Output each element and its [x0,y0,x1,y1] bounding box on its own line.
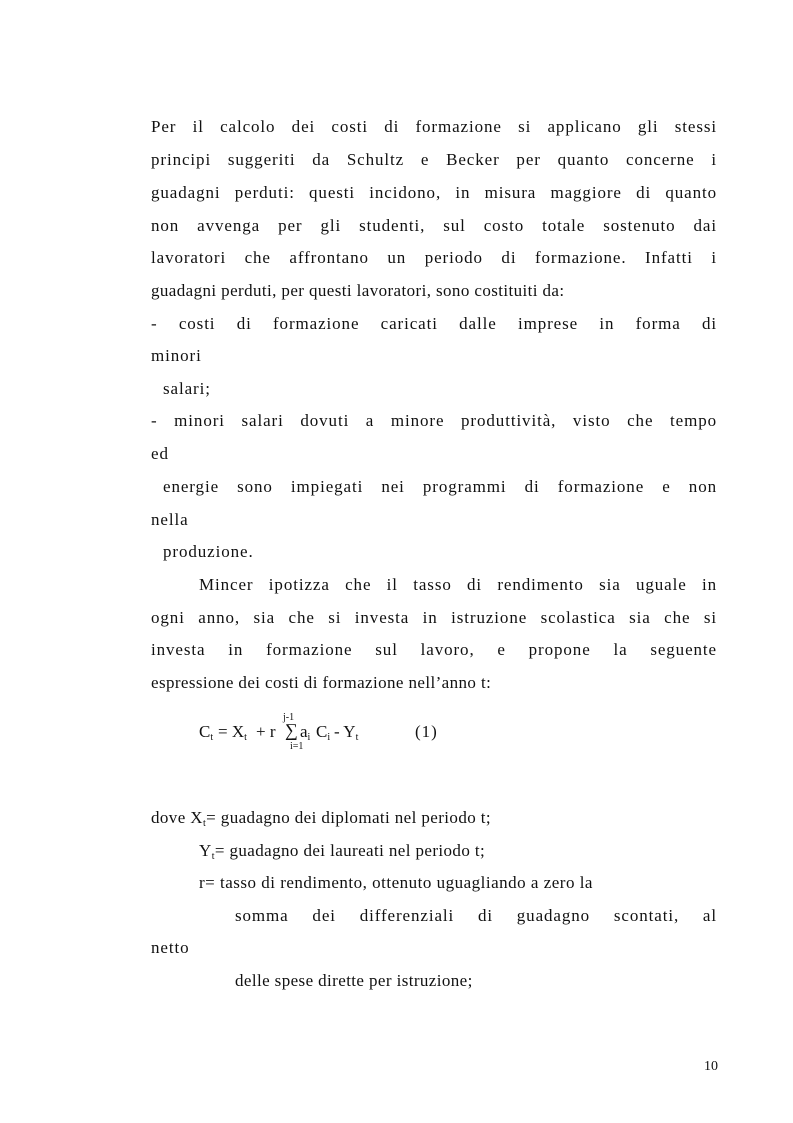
text-line: principi suggeriti da Schultz e Becker per quanto concerne i [151,150,717,169]
text-line: guadagni perduti: questi incidono, in misura maggiore di quanto [151,183,717,202]
text-line: produzione. [163,542,254,561]
text-line: somma dei differenziali di guadagno scontati, al [235,906,717,925]
text-line: ed [151,444,169,463]
definition-x: dove $X_t=$ guadagno dei diplomati nel periodo t; [151,808,492,829]
eq-x: = $X_t$ [218,722,247,743]
text-line: minori [151,346,202,365]
equation-number: (1) [415,722,438,741]
eq-lhs: $C_t$ [199,722,214,743]
eq-sum-bottom: i=1 [290,741,304,752]
text-line: energie sono impiegati nei programmi di formazione e non [163,477,717,496]
page-number: 10 [704,1059,718,1074]
text-line: Per il calcolo dei costi di formazione si applicano gli stessi [151,117,717,136]
text-line: netto [151,938,190,957]
text-line: delle spese dirette per istruzione; [235,971,473,990]
eq-minus-y: - $Y_t$ [334,722,359,743]
text-line: nella [151,510,189,529]
definition-y: $Y_t=$ guadagno dei laureati nel periodo t; [199,841,486,862]
text-line: investa in formazione sul lavoro, e propone la seguente [151,640,717,659]
eq-plus-r: + r [256,722,276,741]
eq-c: $C_i$ [316,722,331,743]
text-line: Mincer ipotizza che il tasso di rendimento sia uguale in [199,575,717,594]
definition-r: r= tasso di rendimento, ottenuto uguagliando a zero la [199,873,593,892]
list-item: - costi di formazione caricati dalle imprese in forma di [151,314,717,333]
eq-sum-top: j-1 [283,712,295,723]
text-line: salari; [163,379,211,398]
list-item: - minori salari dovuti a minore produttività, visto che tempo [151,411,717,430]
text-line: ogni anno, sia che si investa in istruzione scolastica sia che si [151,608,717,627]
eq-sum-symbol: ∑ [285,720,298,740]
eq-a: $a_i$ [300,722,311,743]
text-line: lavoratori che affrontano un periodo di formazione. Infatti i [151,248,717,267]
text-line: non avvenga per gli studenti, sul costo totale sostenuto dai [151,216,717,235]
text-line: guadagni perduti, per questi lavoratori, sono costituiti da: [151,281,565,300]
text-line: espressione dei costi di formazione nell’anno t: [151,673,492,692]
